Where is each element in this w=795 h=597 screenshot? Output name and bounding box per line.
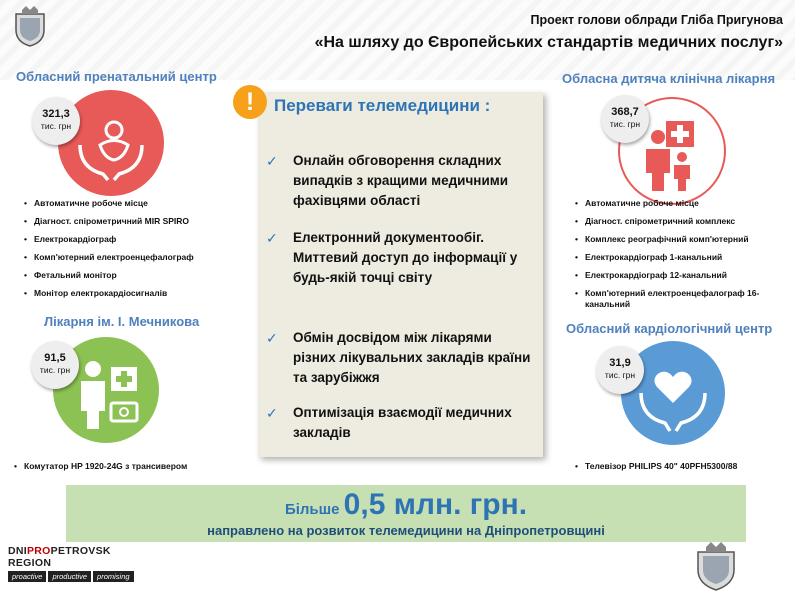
right-bottom-title: Обласний кардіологічний центр bbox=[566, 321, 773, 336]
amount-currency: тис. грн bbox=[609, 119, 641, 129]
list-item: • Діагност. спірометричний MIR SPIRO bbox=[24, 216, 249, 227]
list-item: • Монітор електрокардіосигналів bbox=[24, 288, 249, 299]
list-item: • Телевізор PHILIPS 40" 40PFH5300/88 bbox=[575, 461, 785, 472]
list-item: • Електрокардіограф bbox=[24, 234, 249, 245]
banner-subtitle: направлено на розвиток телемедицини на Дніпропетровщині bbox=[207, 523, 605, 538]
coat-of-arms-icon bbox=[8, 4, 52, 48]
list-item: • Автоматичне робоче місце bbox=[575, 198, 780, 209]
list-item: • Комп'ютерний електроенцефалограф 16-канальний bbox=[575, 288, 780, 310]
left-bottom-title: Лікарня ім. І. Мечникова bbox=[44, 314, 200, 329]
list-item: • Електрокардіограф 1-канальний bbox=[575, 252, 780, 263]
checkmark-icon: ✓ bbox=[266, 330, 278, 346]
region-tag: proactive bbox=[8, 571, 46, 582]
right-bottom-amount-badge bbox=[596, 346, 644, 394]
right-top-amount-badge bbox=[601, 95, 649, 143]
left-top-equipment-list bbox=[24, 198, 249, 306]
list-item: • Комп'ютерний електроенцефалограф bbox=[24, 252, 249, 263]
list-item: • Комутатор HP 1920-24G з трансивером bbox=[14, 461, 254, 472]
banner-amount-line bbox=[66, 488, 746, 522]
region-name-part: DNI bbox=[8, 545, 27, 557]
left-top-title: Обласний пренатальний центр bbox=[16, 69, 217, 84]
left-top-amount-badge bbox=[32, 97, 80, 145]
right-bottom-equipment-list bbox=[575, 461, 785, 479]
header-subtitle: Проект голови облради Гліба Пригунова bbox=[530, 13, 783, 27]
coat-of-arms-icon bbox=[690, 540, 742, 592]
amount-value: 91,5 bbox=[44, 352, 66, 364]
left-bottom-amount-badge bbox=[31, 341, 79, 389]
advantage-item bbox=[266, 403, 538, 443]
advantage-item bbox=[266, 228, 538, 288]
list-item: • Комплекс реографічний комп'ютерний bbox=[575, 234, 780, 245]
advantage-text: Електронний документообіг. Миттевий доступ до інформації у будь-якій точці світу bbox=[293, 230, 518, 285]
region-name-part: PETROVSK REGION bbox=[8, 545, 111, 569]
advantage-text: Оптимізація взаємодії медичних закладів bbox=[293, 405, 512, 440]
left-bottom-equipment-list bbox=[14, 461, 254, 479]
list-item: • Фетальний монітор bbox=[24, 270, 249, 281]
region-tag: productive bbox=[48, 571, 91, 582]
amount-currency: тис. грн bbox=[39, 365, 71, 375]
advantage-item bbox=[266, 151, 538, 211]
banner-amount: 0,5 млн. грн. bbox=[343, 488, 528, 521]
exclamation-icon: ! bbox=[233, 85, 267, 119]
advantage-text: Обмін досвідом між лікарями різних лікувальних закладів країни та зарубіжжя bbox=[293, 330, 531, 385]
summary-banner bbox=[66, 485, 746, 542]
amount-value: 31,9 bbox=[609, 357, 631, 369]
amount-value: 321,3 bbox=[42, 108, 70, 120]
list-item: • Діагност. спірометричний комплекс bbox=[575, 216, 780, 227]
region-name bbox=[8, 545, 148, 569]
list-item: • Автоматичне робоче місце bbox=[24, 198, 249, 209]
list-item: • Електрокардіограф 12-канальний bbox=[575, 270, 780, 281]
advantages-title: Переваги телемедицини : bbox=[274, 96, 491, 115]
amount-value: 368,7 bbox=[611, 106, 639, 118]
advantage-text: Онлайн обговорення складних випадків з кращими медичними фахівцями області bbox=[293, 153, 509, 208]
region-tags bbox=[8, 571, 148, 582]
right-top-equipment-list bbox=[575, 198, 780, 317]
checkmark-icon: ✓ bbox=[266, 230, 278, 246]
right-top-title: Обласна дитяча клінічна лікарня bbox=[562, 71, 776, 86]
region-name-highlight: PRO bbox=[26, 545, 51, 557]
header-title: «На шляху до Європейських стандартів медичних послуг» bbox=[314, 34, 783, 51]
region-logo bbox=[8, 545, 148, 582]
amount-currency: тис. грн bbox=[604, 370, 636, 380]
region-tag: promising bbox=[93, 571, 134, 582]
advantage-item bbox=[266, 328, 538, 388]
banner-prefix: Більше bbox=[284, 501, 344, 518]
checkmark-icon: ✓ bbox=[266, 405, 278, 421]
checkmark-icon: ✓ bbox=[266, 153, 278, 169]
amount-currency: тис. грн bbox=[40, 121, 72, 131]
